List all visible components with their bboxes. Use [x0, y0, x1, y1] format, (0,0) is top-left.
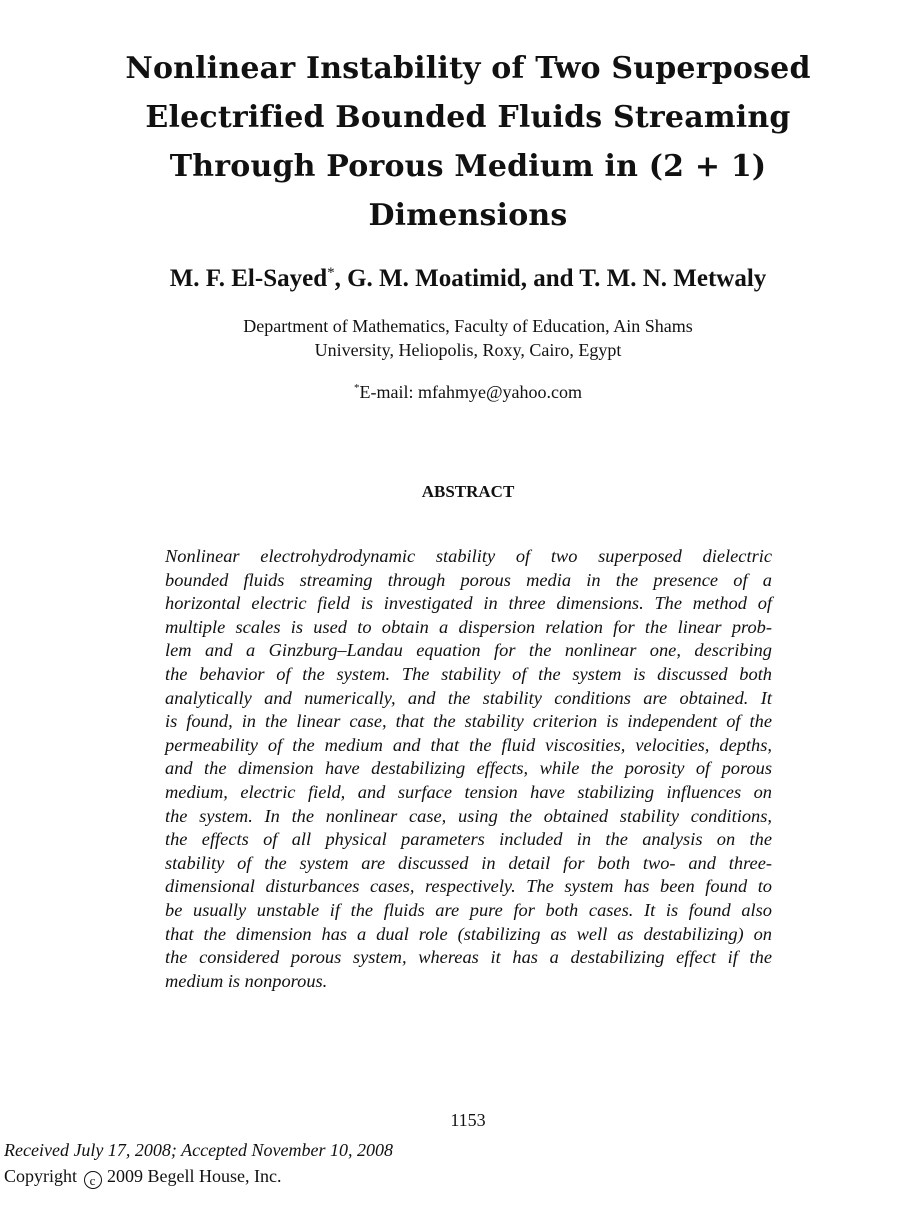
abstract-line: stability of the system are discussed in detail for both two- and three- [165, 852, 772, 873]
abstract-line: the effects of all physical parameters included in the analysis on the [165, 829, 772, 850]
page-number: 1153 [450, 1110, 486, 1130]
copyright-icon: c [84, 1171, 102, 1189]
copyright-suffix: 2009 Begell House, Inc. [107, 1166, 282, 1186]
affiliation-line: Department of Mathematics, Faculty of Education, Ain Shams [243, 316, 693, 336]
abstract-line: lem and a Ginzburg–Landau equation for the nonlinear one, describing [165, 640, 772, 661]
abstract-text [165, 545, 772, 993]
email-text: E-mail: mfahmye@yahoo.com [359, 382, 582, 402]
received-accepted-dates: Received July 17, 2008; Accepted November 10, 2008 [4, 1140, 394, 1160]
author-first: M. F. El-Sayed [169, 265, 328, 292]
author-list [40, 262, 896, 296]
abstract-line: bounded fluids streaming through porous media in the presence of a [165, 569, 772, 590]
abstract-line: be usually unstable if the fluids are pure for both cases. It is found also [165, 899, 772, 920]
corresponding-author-marker: * [327, 265, 335, 281]
abstract-line: the system. In the nonlinear case, using the obtained stability conditions, [165, 805, 772, 826]
title-line: Electrified Bounded Fluids Streaming [145, 100, 791, 135]
abstract-line: the behavior of the system. The stability of the system is discussed both [165, 663, 772, 684]
abstract-line: analytically and numerically, and the stability conditions are obtained. It [165, 687, 772, 708]
abstract-line: and the dimension have destabilizing effects, while the porosity of porous [165, 758, 772, 779]
author-others: , G. M. Moatimid, and T. M. N. Metwaly [334, 265, 767, 292]
abstract-line: dimensional disturbances cases, respectively. The system has been found to [165, 876, 772, 897]
contact-email [100, 380, 836, 404]
abstract-line: Nonlinear electrohydrodynamic stability of two superposed dielectric [165, 546, 772, 566]
abstract-line: the considered porous system, whereas it has a destabilizing effect if the [165, 947, 772, 968]
copyright-prefix: Copyright [4, 1166, 78, 1186]
affiliation-line: University, Heliopolis, Roxy, Cairo, Egypt [314, 340, 622, 360]
abstract-line: medium, electric field, and surface tension have stabilizing influences on [165, 781, 772, 802]
title-line: Through Porous Medium in (2 + 1) [169, 149, 767, 184]
abstract-line: horizontal electric field is investigated in three dimensions. The method of [165, 593, 772, 614]
copyright-notice [4, 1164, 281, 1189]
affiliation [100, 314, 836, 362]
paper-title [80, 44, 856, 240]
abstract-line: permeability of the medium and that the fluid viscosities, velocities, depths, [165, 734, 772, 755]
title-line: Nonlinear Instability of Two Superposed [125, 51, 811, 86]
abstract-line: that the dimension has a dual role (stabilizing as well as destabilizing) on [165, 923, 772, 944]
email-marker: * [353, 382, 360, 394]
abstract-line: medium is nonporous. [165, 970, 328, 991]
abstract-line: is found, in the linear case, that the stability criterion is independent of the [165, 711, 772, 732]
abstract-line: multiple scales is used to obtain a dispersion relation for the linear prob- [165, 616, 772, 637]
title-line: Dimensions [368, 198, 568, 233]
abstract-heading: ABSTRACT [421, 482, 515, 501]
